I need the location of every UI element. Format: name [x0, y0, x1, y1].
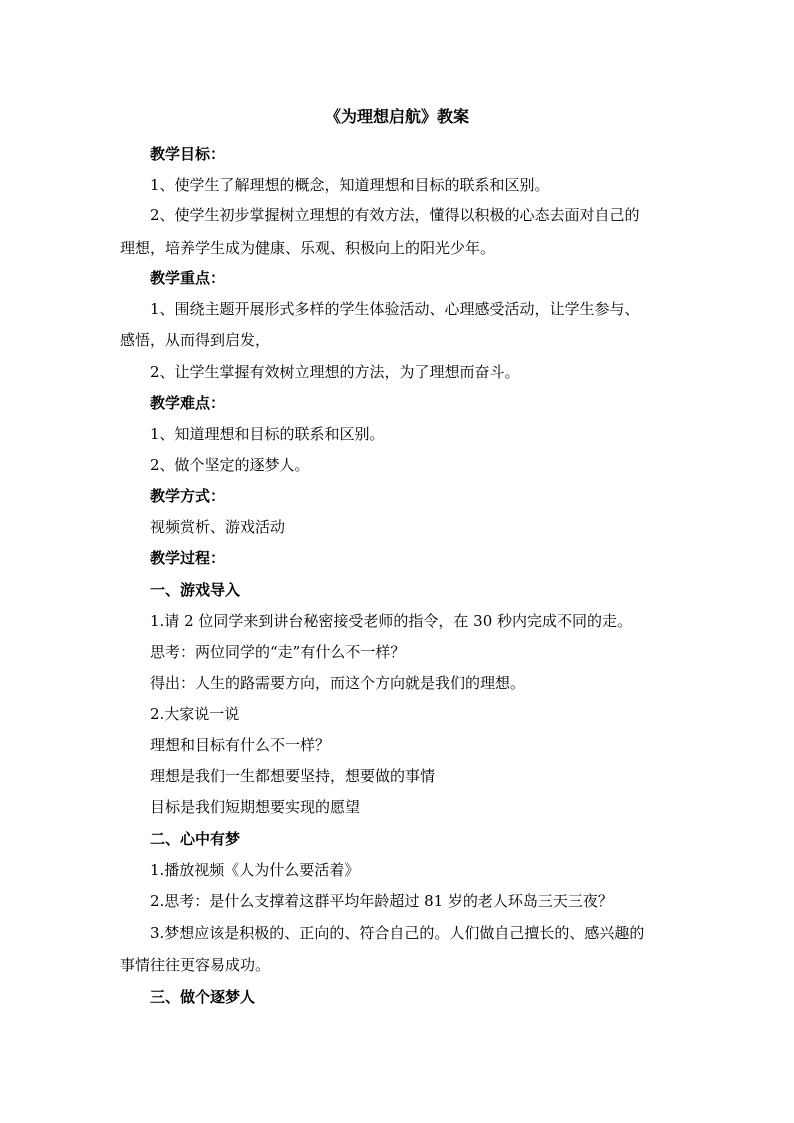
- paragraph-line: 得出：人生的路需要方向，而这个方向就是我们的理想。: [150, 674, 526, 692]
- paragraph-line: 2、做个坚定的逐梦人。: [150, 456, 310, 474]
- paragraph-line: 理想是我们一生都想要坚持，想要做的事情: [150, 767, 436, 785]
- heading-key-points: 教学重点：: [150, 269, 226, 287]
- paragraph-line: 视频赏析、游戏活动: [150, 518, 286, 536]
- heading-teaching-process: 教学过程：: [150, 549, 226, 567]
- paragraph-line: 事情往往更容易成功。: [120, 956, 271, 974]
- paragraph-line: 1.播放视频《人为什么要活着》: [150, 861, 360, 879]
- heading-teaching-goals: 教学目标：: [150, 145, 226, 163]
- paragraph-line: 理想和目标有什么不一样？: [150, 736, 331, 754]
- paragraph-line: 目标是我们短期想要实现的愿望: [150, 798, 361, 816]
- paragraph-line: 1、使学生了解理想的概念，知道理想和目标的联系和区别。: [150, 176, 550, 194]
- paragraph-line: 2、使学生初步掌握树立理想的有效方法，懂得以积极的心态去面对自己的: [150, 206, 640, 224]
- heading-difficulties: 教学难点：: [150, 394, 226, 412]
- section-heading-2: 二、心中有梦: [150, 830, 241, 848]
- heading-teaching-methods: 教学方式：: [150, 487, 226, 505]
- paragraph-line: 3.梦想应该是积极的、正向的、符合自己的。人们做自己擅长的、感兴趣的: [150, 924, 645, 942]
- paragraph-line: 思考：两位同学的“走”有什么不一样？: [150, 643, 406, 661]
- paragraph-line: 1、围绕主题开展形式多样的学生体验活动、心理感受活动，让学生参与、: [150, 300, 640, 318]
- paragraph-line: 1.请 2 位同学来到讲台秘密接受老师的指令，在 30 秒内完成不同的走。: [150, 612, 633, 630]
- paragraph-line: 1、知道理想和目标的联系和区别。: [150, 425, 385, 443]
- paragraph-line: 2.思考：是什么支撑着这群平均年龄超过 81 岁的老人环岛三天三夜？: [150, 892, 613, 910]
- section-heading-3: 三、做个逐梦人: [150, 988, 256, 1006]
- paragraph-line: 感悟，从而得到启发，: [120, 331, 271, 349]
- paragraph-line: 理想，培养学生成为健康、乐观、积极向上的阳光少年。: [120, 239, 496, 257]
- section-heading-1: 一、游戏导入: [150, 581, 241, 599]
- document-title: 《为理想启航》教案: [324, 107, 469, 126]
- paragraph-line: 2、让学生掌握有效树立理想的方法，为了理想而奋斗。: [150, 363, 520, 381]
- paragraph-line: 2.大家说一说: [150, 705, 240, 723]
